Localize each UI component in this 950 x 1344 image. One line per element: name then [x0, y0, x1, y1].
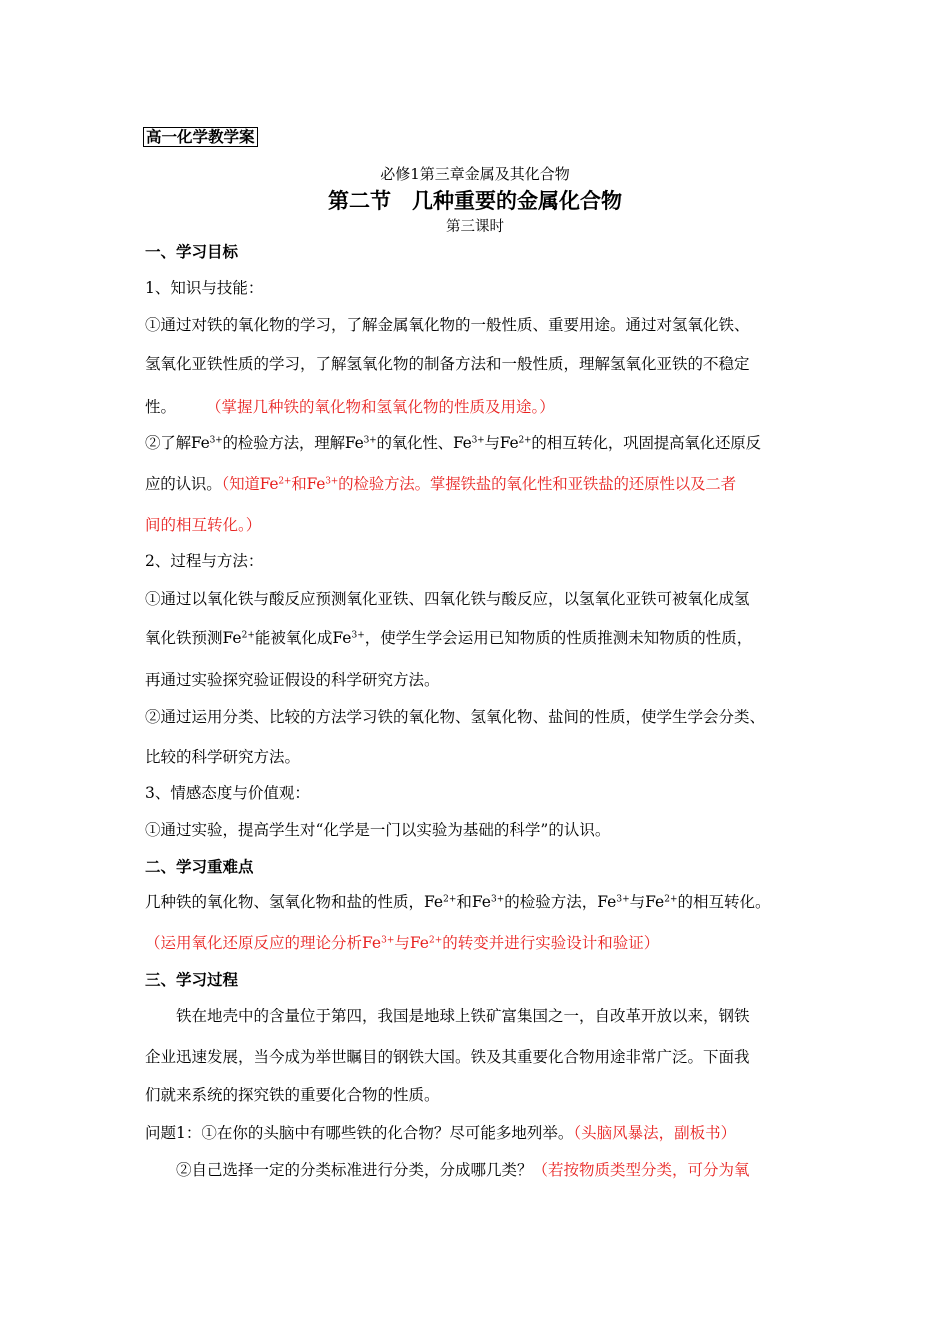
- goal-2-line-2: 应的认识。（知道$Fe^{2+}$和$Fe^{3+}$的检验方法。掌握铁盐的氧化性和亚铁盐的还原性以及二者: [145, 475, 736, 493]
- goal-1-text: 性。: [145, 398, 177, 416]
- section-title: 第二节 几种重要的金属化合物: [328, 189, 622, 213]
- intro-line-3: 们就来系统的探究铁的重要化合物的性质。: [145, 1086, 440, 1104]
- intro-line-2: 企业迅速发展，当今成为举世瞩目的钢铁大国。铁及其重要化合物用途非常广泛。下面我: [145, 1048, 750, 1066]
- goal-1-teacher-note: （掌握几种铁的氧化物和氢氧化物的性质及用途。）: [206, 398, 555, 416]
- process-2-line-2: 比较的科学研究方法。: [145, 748, 301, 766]
- question-1: 问题1：①在你的头脑中有哪些铁的化合物？尽可能多地列举。（头脑风暴法，副板书）: [145, 1124, 737, 1142]
- process-1-line-3: 再通过实验探究验证假设的科学研究方法。: [145, 671, 440, 689]
- goal-1-line-1: ①通过对铁的氧化物的学习，了解金属氧化物的一般性质、重要用途。通过对氢氧化铁、: [145, 316, 750, 334]
- goal-2-teacher-note: （知道$Fe^{2+}$和$Fe^{3+}$的检验方法。掌握铁盐的氧化性和亚铁盐的还原性以及二者: [221, 475, 736, 493]
- goal-2-line-1: ②了解$Fe^{3+}$的检验方法，理解$Fe^{3+}$的氧化性、$Fe^{3+}$与$Fe^{2+}$的相互转化，巩固提高氧化还原反: [145, 434, 761, 452]
- key-points-teacher-note: （运用氧化还原反应的理论分析$Fe^{3+}$与$Fe^{2+}$的转变并进行实验设计和验证）: [145, 934, 660, 952]
- heading-learning-goals: 一、学习目标: [145, 243, 239, 261]
- document-tag: 高一化学教学案: [143, 127, 258, 147]
- heading-learning-process: 三、学习过程: [145, 971, 239, 989]
- subheading-attitude: 3、情感态度与价值观：: [145, 784, 310, 802]
- attitude-1: ①通过实验，提高学生对“化学是一门以实验为基础的科学”的认识。: [145, 821, 611, 839]
- goal-1-line-3: [145, 395, 555, 417]
- lesson-label: 第三课时: [446, 219, 504, 235]
- question-2-teacher-note: （若按物质类型分类，可分为氧: [532, 1161, 750, 1179]
- process-1-line-1: ①通过以氧化铁与酸反应预测氧化亚铁、四氧化铁与酸反应，以氢氧化亚铁可被氧化成氢: [145, 590, 750, 608]
- heading-key-points: 二、学习重难点: [145, 858, 254, 876]
- goal-2-line-3: 间的相互转化。）: [145, 516, 262, 534]
- process-2-line-1: ②通过运用分类、比较的方法学习铁的氧化物、氢氧化物、盐间的性质，使学生学会分类、: [145, 708, 766, 726]
- question-2: ②自己选择一定的分类标准进行分类，分成哪几类？（若按物质类型分类，可分为氧: [176, 1161, 750, 1179]
- goal-1-line-2: 氢氧化亚铁性质的学习，了解氢氧化物的制备方法和一般性质，理解氢氧化亚铁的不稳定: [145, 355, 750, 373]
- subheading-knowledge: 1、知识与技能：: [145, 279, 264, 297]
- chapter-subtitle: 必修1第三章金属及其化合物: [380, 165, 570, 183]
- question-1-teacher-note: （头脑风暴法，副板书）: [573, 1124, 737, 1142]
- subheading-process: 2、过程与方法：: [145, 552, 264, 570]
- process-1-line-2: 氧化铁预测$Fe^{2+}$能被氧化成$Fe^{3+}$，使学生学会运用已知物质的性质推测未知物质的性质，: [145, 629, 753, 647]
- intro-line-1: 铁在地壳中的含量位于第四，我国是地球上铁矿富集国之一，自改革开放以来，钢铁: [176, 1007, 750, 1025]
- key-points-line: 几种铁的氧化物、氢氧化物和盐的性质，$Fe^{2+}$和$Fe^{3+}$的检验方法，$Fe^{3+}$与$Fe^{2+}$的相互转化。: [145, 893, 771, 911]
